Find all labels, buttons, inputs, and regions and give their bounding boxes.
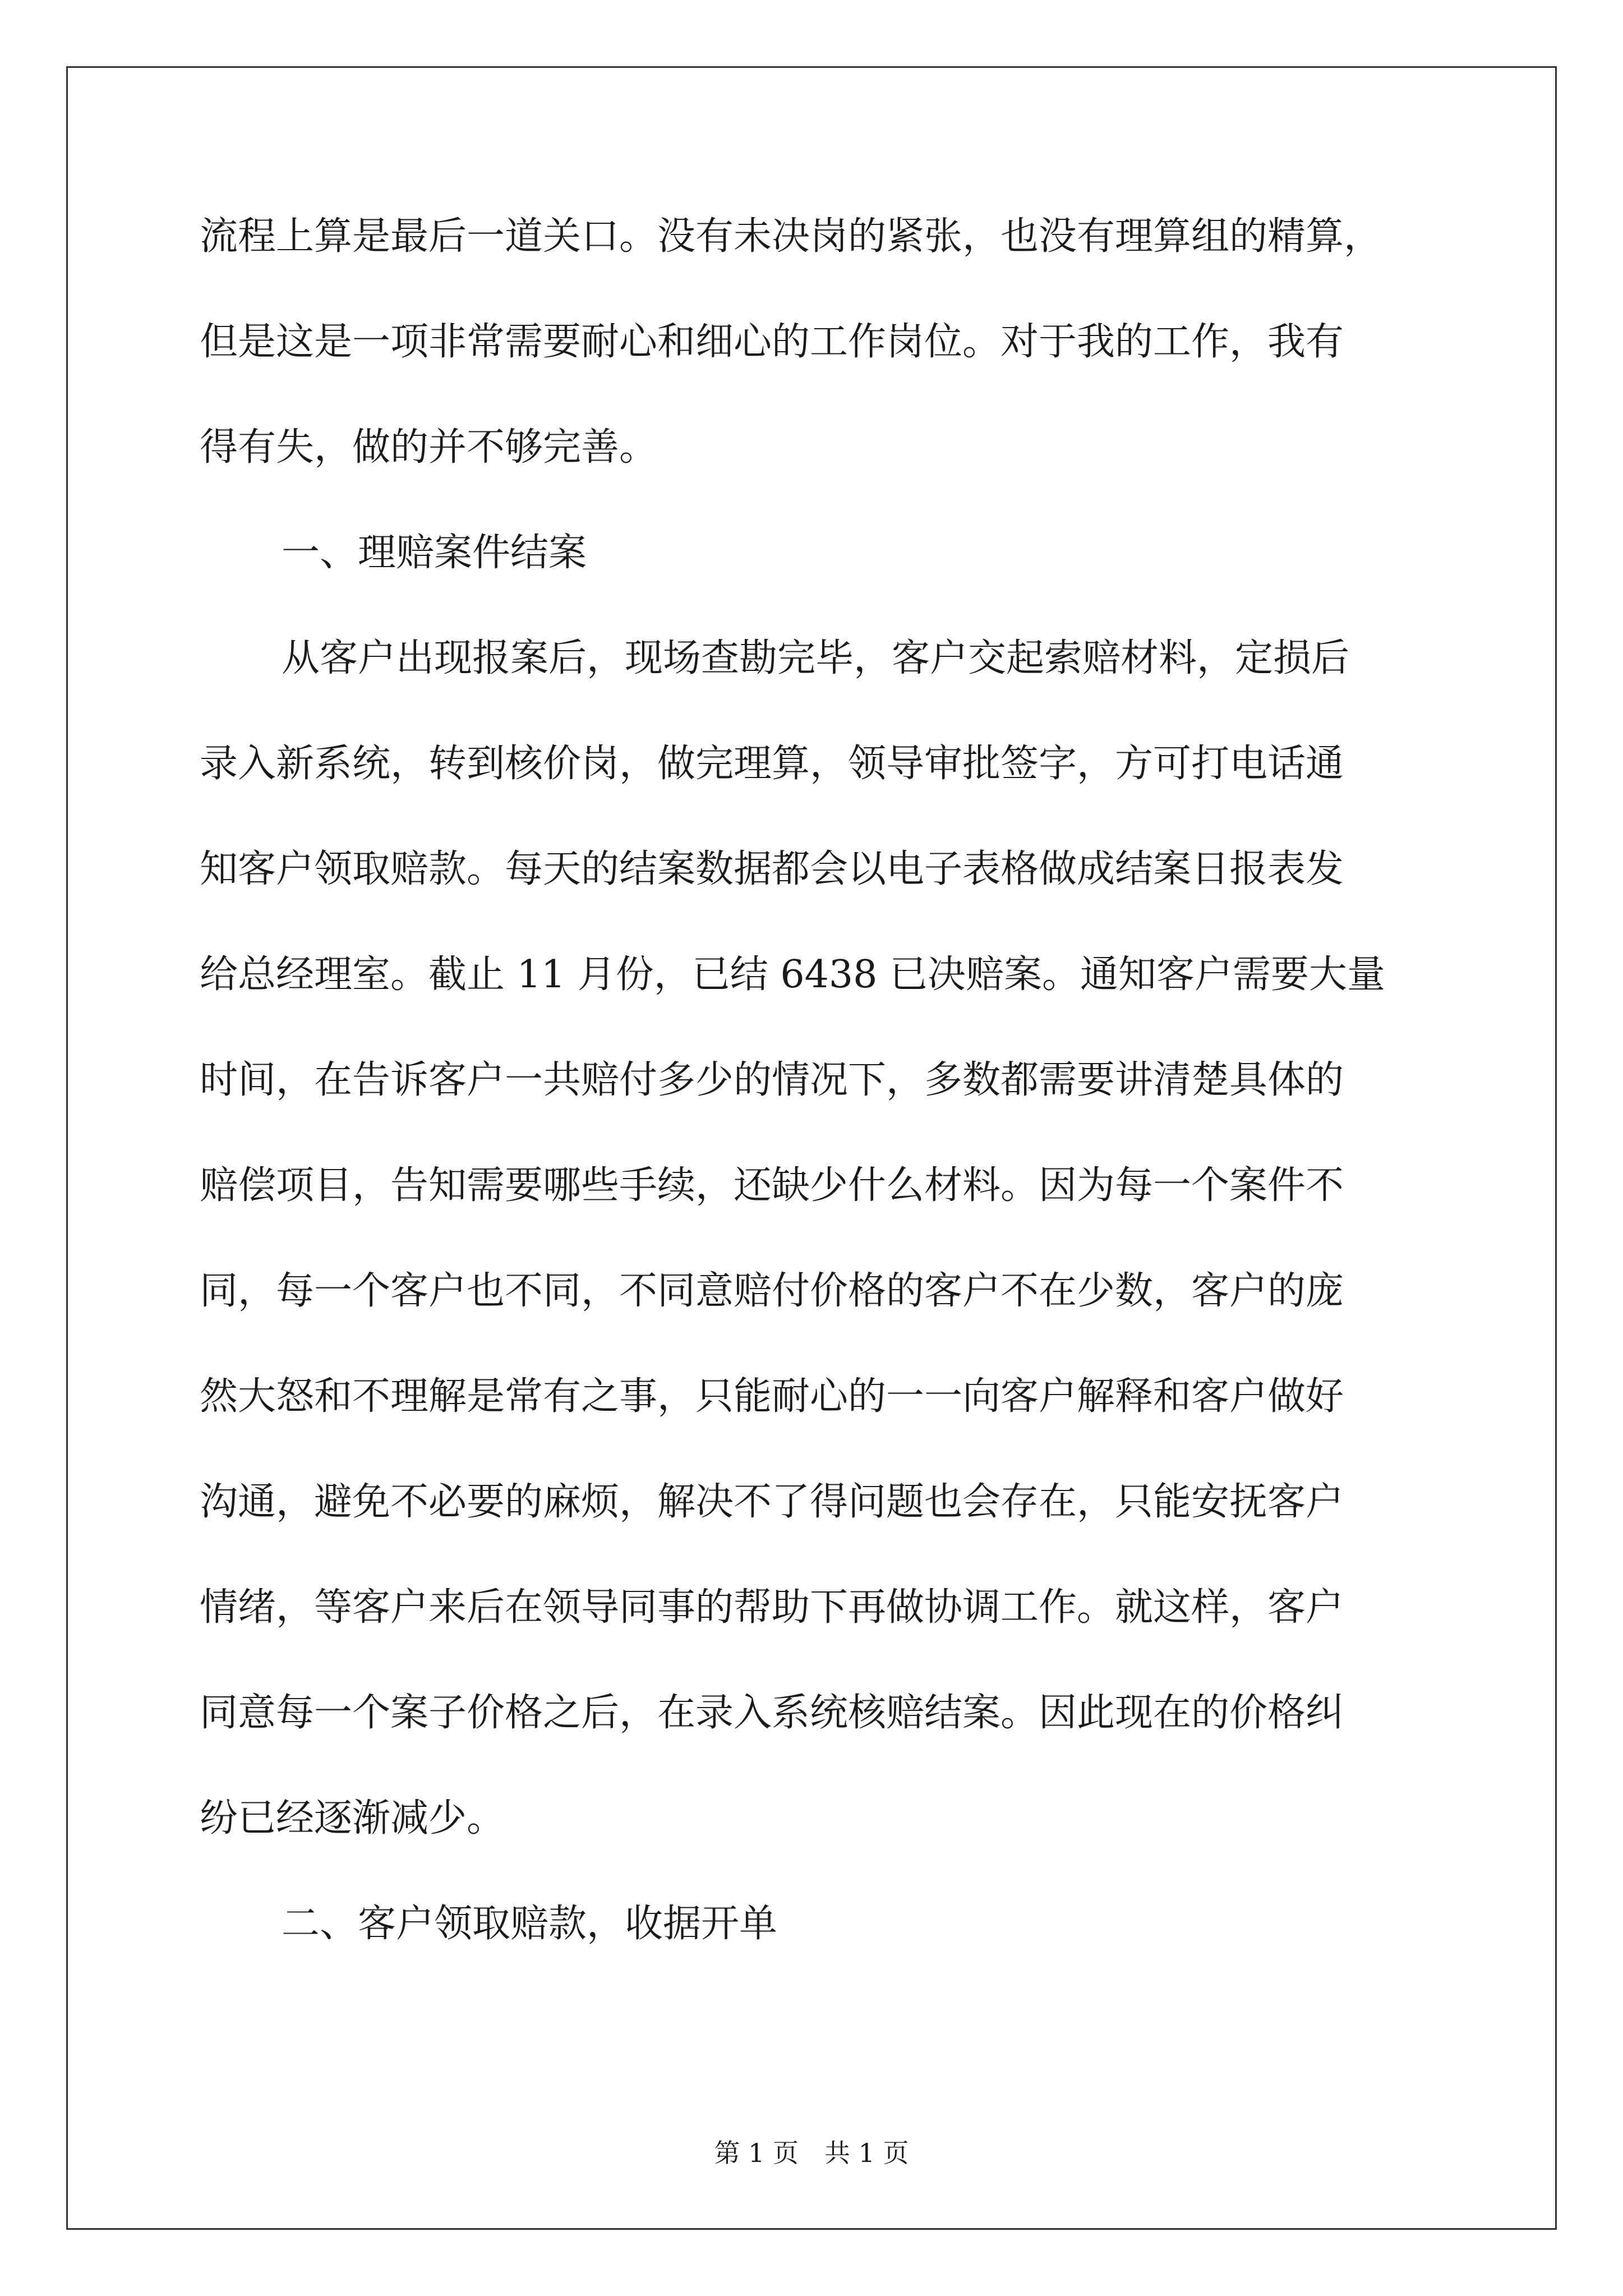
paragraph-line: 给总经理室。截止 11 月份，已结 6438 已决赔案。通知客户需要大量 bbox=[200, 953, 1386, 997]
section-heading-2: 二、客户领取赔款，收据开单 bbox=[282, 1902, 778, 1946]
paragraph-line: 从客户出现报案后，现场查勘完毕，客户交起索赔材料，定损后 bbox=[282, 636, 1350, 680]
paragraph-line: 但是这是一项非常需要耐心和细心的工作岗位。对于我的工作，我有 bbox=[200, 320, 1344, 364]
paragraph-line: 赔偿项目，告知需要哪些手续，还缺少什么材料。因为每一个案件不 bbox=[200, 1163, 1344, 1208]
section-heading-1: 一、理赔案件结案 bbox=[282, 531, 587, 575]
paragraph-line: 沟通，避免不必要的麻烦，解决不了得问题也会存在，只能安抚客户 bbox=[200, 1480, 1344, 1524]
paragraph-line: 时间，在告诉客户一共赔付多少的情况下，多数都需要讲清楚具体的 bbox=[200, 1058, 1344, 1102]
paragraph-line: 得有失，做的并不够完善。 bbox=[200, 425, 658, 470]
paragraph-line: 知客户领取赔款。每天的结案数据都会以电子表格做成结案日报表发 bbox=[200, 847, 1344, 891]
paragraph-line: 情绪，等客户来后在领导同事的帮助下再做协调工作。就这样，客户 bbox=[200, 1585, 1344, 1630]
paragraph-line: 同，每一个客户也不同，不同意赔付价格的客户不在少数，客户的庞 bbox=[200, 1269, 1344, 1313]
paragraph-line: 流程上算是最后一道关口。没有未决岗的紧张，也没有理算组的精算， bbox=[200, 214, 1382, 259]
paragraph-line: 纷已经逐渐减少。 bbox=[200, 1796, 505, 1841]
paragraph-line: 然大怒和不理解是常有之事，只能耐心的一一向客户解释和客户做好 bbox=[200, 1374, 1344, 1419]
paragraph-line: 录入新系统，转到核价岗，做完理算，领导审批签字，方可打电话通 bbox=[200, 742, 1344, 786]
paragraph-line: 同意每一个案子价格之后，在录入系统核赔结案。因此现在的价格纠 bbox=[200, 1691, 1344, 1735]
page-number-footer: 第 1 页 共 1 页 bbox=[714, 2138, 909, 2168]
